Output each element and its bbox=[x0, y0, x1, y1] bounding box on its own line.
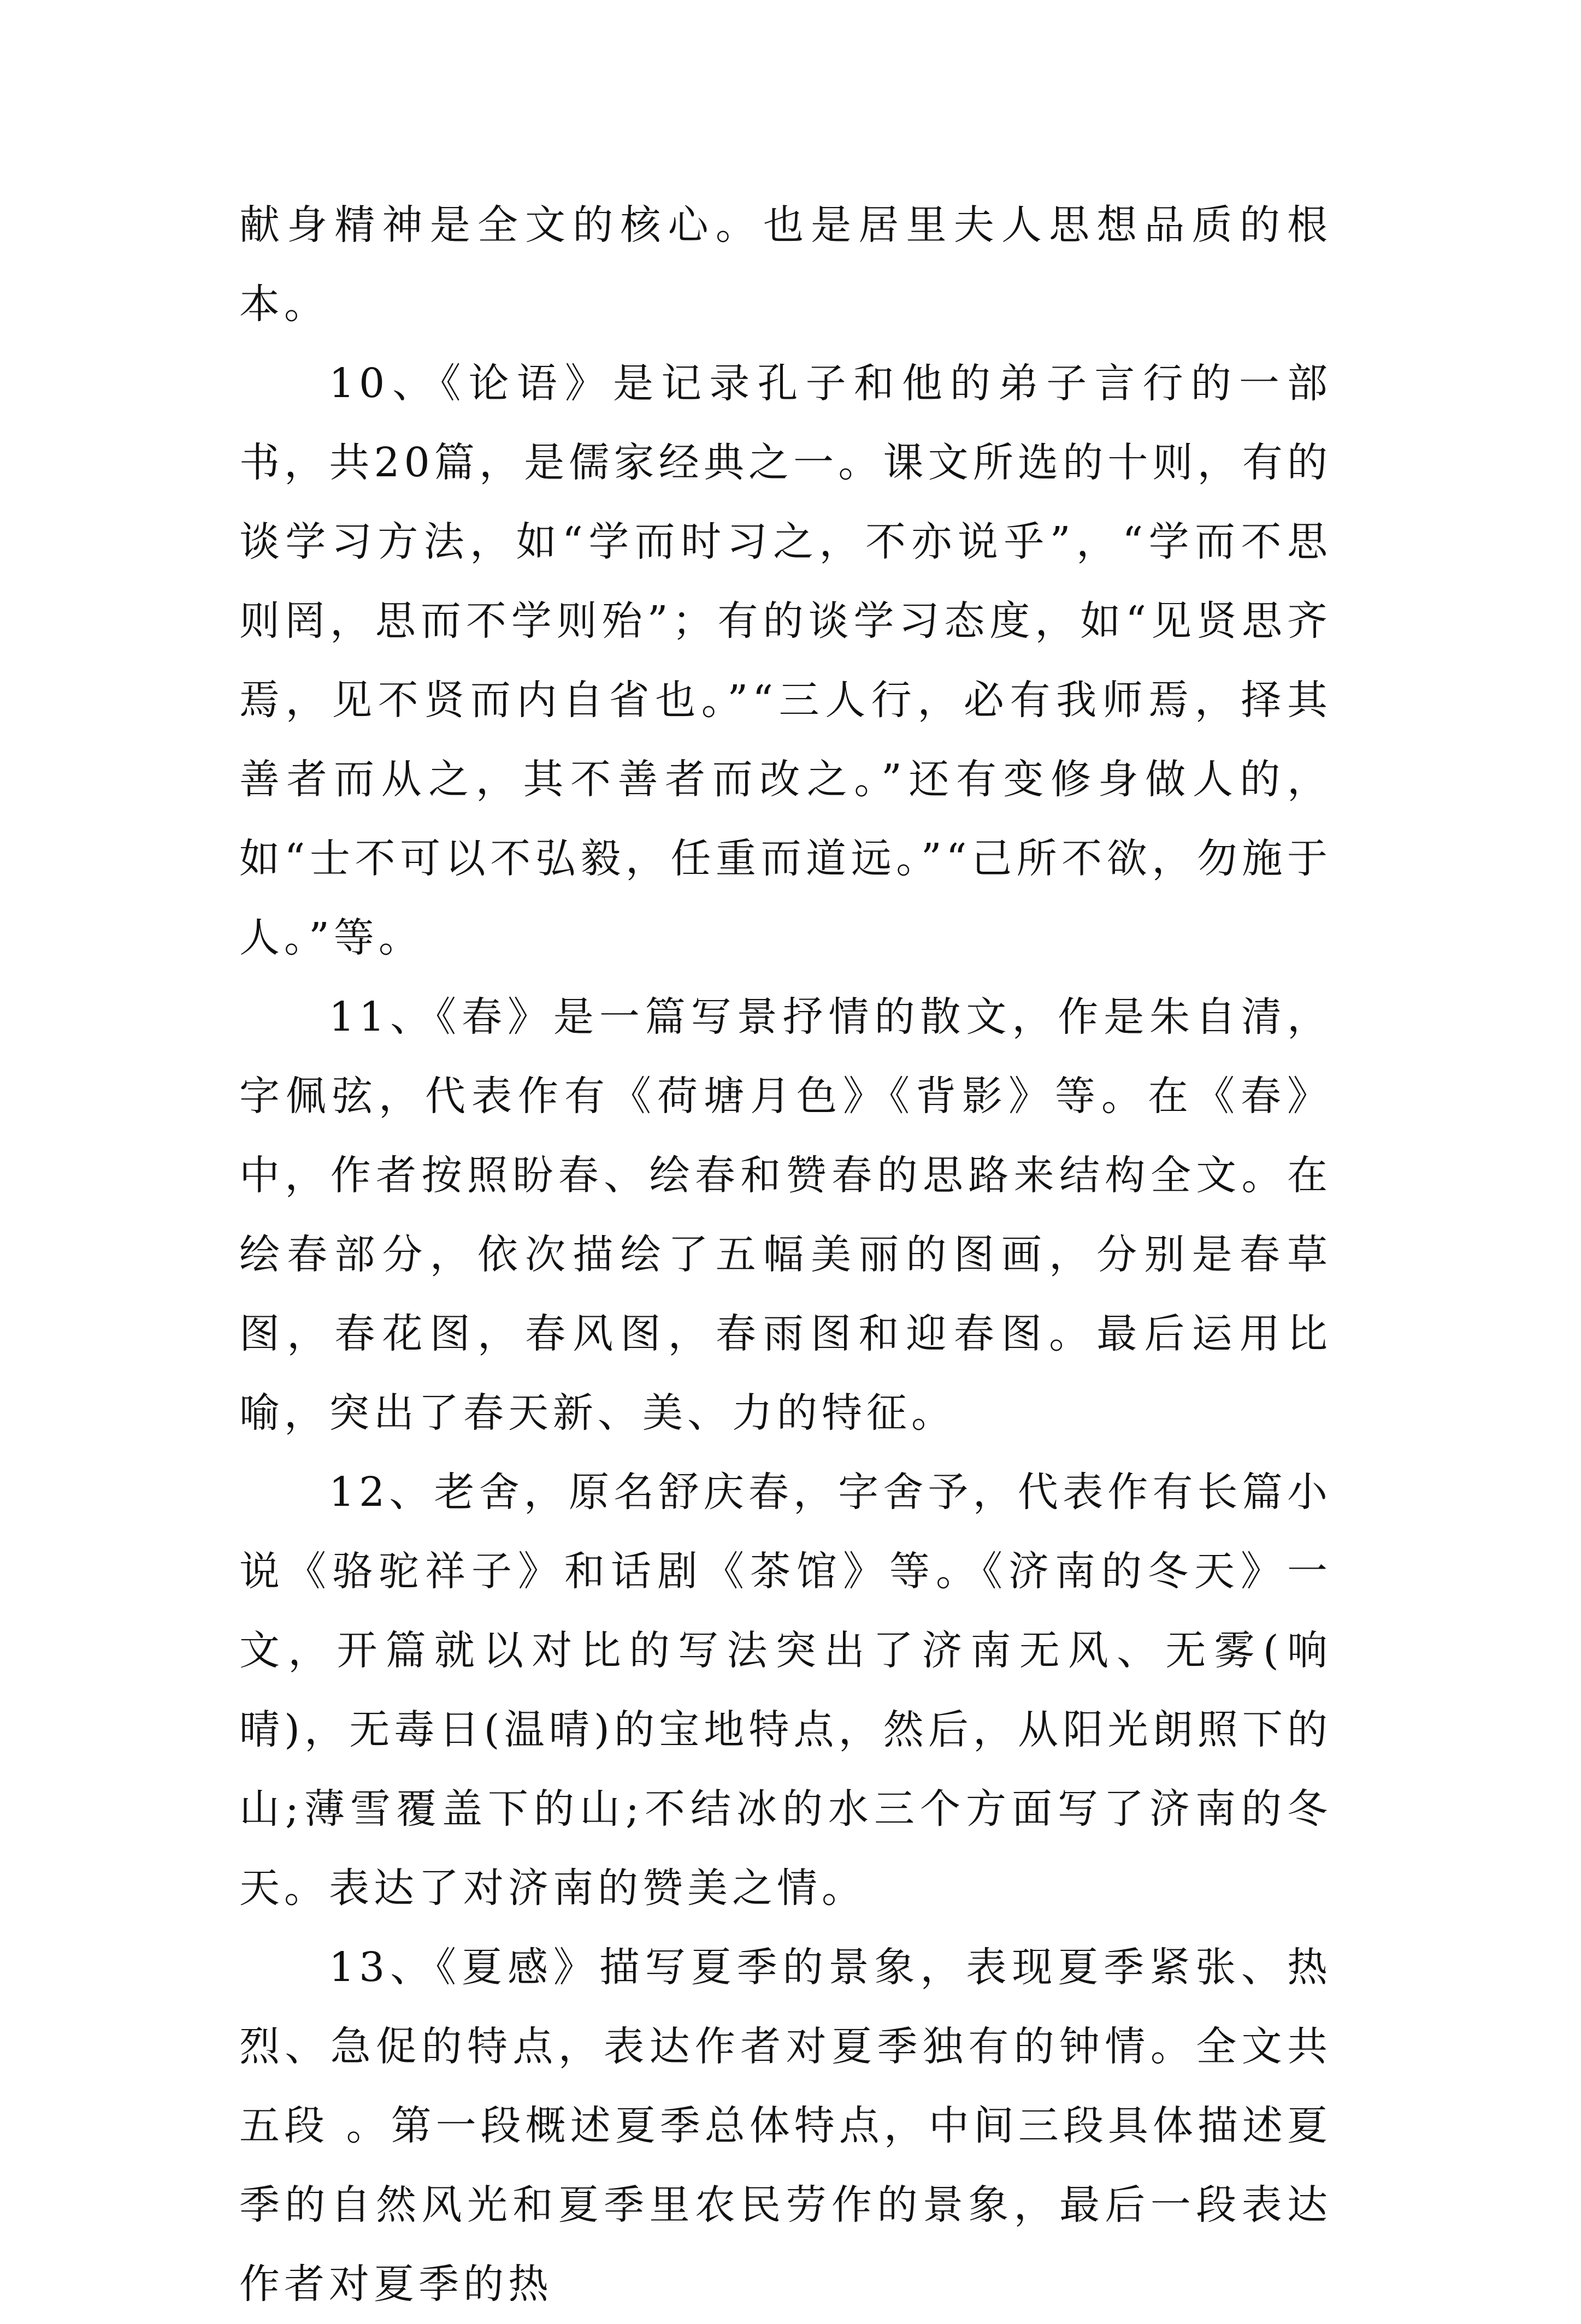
paragraph-item-10: 10、《论语》是记录孔子和他的弟子言行的一部书，共20篇，是儒家经典之一。课文所选的十则，有的谈学习方法，如“学而时习之，不亦说乎”，“学而不思则罔，思而不学则殆”；有的谈学习态度，如“见贤思齐焉，见不贤而内自省也。”“三人行，必有我师焉，择其善者而从之，其不善者而改之。”还有变修身做人的，如“士不可以不弘毅，任重而道远。”“己所不欲，勿施于人。”等。 bbox=[239, 360, 1332, 961]
paragraph-item-13: 13、《夏感》描写夏季的景象，表现夏季紧张、热烈、急促的特点，表达作者对夏季独有的钟情。全文共五段 。第一段概述夏季总体特点，中间三段具体描述夏季的自然风光和夏季里农民劳作的景象，最后一段表达作者对夏季的热 bbox=[239, 1944, 1332, 2308]
paragraph-continuation: 献身精神是全文的核心。也是居里夫人思想品质的根本。 bbox=[239, 202, 1332, 328]
document-body bbox=[239, 186, 1332, 2324]
paragraph-item-12: 12、老舍，原名舒庆春，字舍予，代表作有长篇小说《骆驼祥子》和话剧《茶馆》等。《济南的冬天》一文，开篇就以对比的写法突出了济南无风、无雾(响晴)，无毒日(温晴)的宝地特点，然后，从阳光朗照下的山;薄雪覆盖下的山;不结冰的水三个方面写了济南的冬天。表达了对济南的赞美之情。 bbox=[239, 1469, 1332, 1912]
paragraph-item-11: 11、《春》是一篇写景抒情的散文，作是朱自清，字佩弦，代表作有《荷塘月色》《背影》等。在《春》中，作者按照盼春、绘春和赞春的思路来结构全文。在绘春部分，依次描绘了五幅美丽的图画，分别是春草图，春花图，春风图，春雨图和迎春图。最后运用比喻，突出了春天新、美、力的特征。 bbox=[239, 994, 1332, 1436]
